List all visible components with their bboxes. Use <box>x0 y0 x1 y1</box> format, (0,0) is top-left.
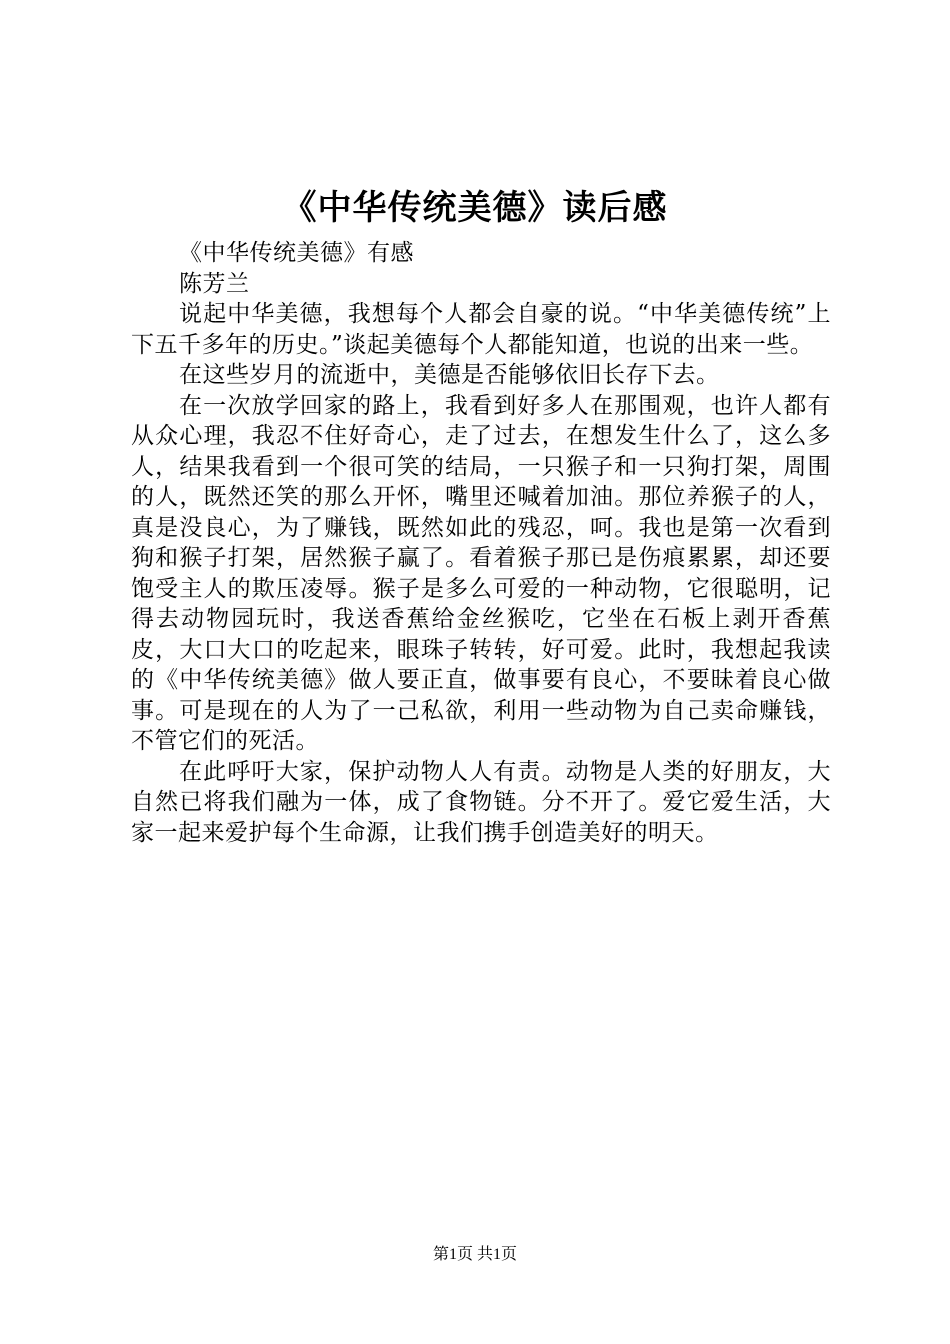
document-body <box>131 238 831 848</box>
body-paragraph-4: 在此呼吁大家，保护动物人人有责。动物是人类的好朋友，大自然已将我们融为一体，成了食物链。分不开了。爱它爱生活，大家一起来爱护每个生命源，让我们携手创造美好的明天。 <box>131 758 831 846</box>
subtitle-paragraph: 《中华传统美德》有感 <box>179 240 414 266</box>
body-paragraph-2: 在这些岁月的流逝中，美德是否能够依旧长存下去。 <box>179 362 720 388</box>
author-paragraph: 陈芳兰 <box>179 270 250 297</box>
document-title: 《中华传统美德》读后感 <box>282 188 668 228</box>
body-paragraph-1: 说起中华美德，我想每个人都会自豪的说。“中华美德传统”上下五千多年的历史。”谈起美德每个人都能知道，也说的出来一些。 <box>131 301 831 358</box>
body-paragraph-3: 在一次放学回家的路上，我看到好多人在那围观，也许人都有从众心理，我忍不住好奇心，走了过去，在想发生什么了，这么多人，结果我看到一个很可笑的结局，一只猴子和一只狗打架，周围的人，既然还笑的那么开怀，嘴里还喊着加油。那位养猴子的人，真是没良心，为了赚钱，既然如此的残忍，呵。我也是第一次看到狗和猴子打架，居然猴子赢了。看着猴子那已是伤痕累累，却还要饱受主人的欺压凌辱。猴子是多么可爱的一种动物，它很聪明，记得去动物园玩时，我送香蕉给金丝猴吃，它坐在石板上剥开香蕉皮，大口大口的吃起来，眼珠子转转，好可爱。此时，我想起我读的《中华传统美德》做人要正直，做事要有良心，不要昧着良心做事。可是现在的人为了一己私欲，利用一些动物为自己卖命赚钱，不管它们的死活。 <box>131 392 831 754</box>
page-footer: 第1页 共1页 <box>432 1246 517 1263</box>
